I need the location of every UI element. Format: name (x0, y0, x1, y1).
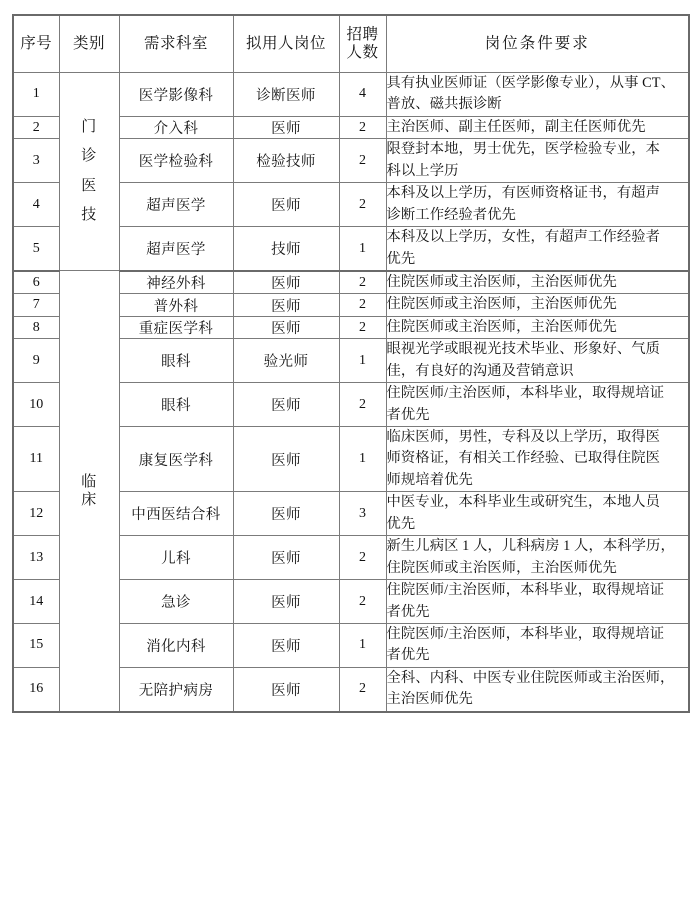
cell-requirements (386, 427, 689, 492)
requirement-line: 住院医师/主治医师，本科毕业，取得规培证 (386, 625, 665, 642)
category-label (60, 460, 119, 522)
column-header-department: 需求科室 (119, 15, 233, 73)
requirement-line: 住院医师/主治医师，本科毕业，取得规培证 (386, 385, 665, 402)
requirement-line: 师资格证，有相关工作经验、已取得住院医 (386, 450, 661, 467)
cell-no: 16 (13, 667, 59, 711)
category-char: 门 (81, 119, 97, 136)
cell-count: 1 (339, 427, 386, 492)
requirement-line: 者优先 (386, 406, 430, 423)
column-header-headcount: 招聘人数 (339, 15, 386, 73)
cell-no: 7 (13, 294, 59, 316)
cell-requirements (386, 294, 689, 316)
cell-post: 医师 (233, 580, 339, 624)
cell-category (59, 271, 119, 712)
table-row (13, 271, 689, 294)
cell-requirements (386, 183, 689, 227)
cell-dept: 无陪护病房 (119, 667, 233, 711)
cell-no: 15 (13, 623, 59, 667)
cell-count: 2 (339, 139, 386, 183)
requirement-line: 住院医师或主治医师，主治医师优先 (386, 559, 617, 576)
column-header-no: 序号 (13, 15, 59, 73)
requirement-line: 新生儿病区 1 人，儿科病房 1 人，本科学历， (386, 538, 675, 555)
column-header-position: 拟用人岗位 (233, 15, 339, 73)
cell-dept: 消化内科 (119, 623, 233, 667)
requirement-line: 者优先 (386, 647, 430, 664)
cell-requirements (386, 580, 689, 624)
cell-requirements (386, 227, 689, 271)
requirement-line: 主治医师、副主任医师，副主任医师优先 (386, 118, 646, 135)
cell-post: 医师 (233, 316, 339, 338)
cell-count: 2 (339, 116, 386, 138)
cell-post: 医师 (233, 116, 339, 138)
cell-post: 诊断医师 (233, 73, 339, 117)
cell-count: 1 (339, 623, 386, 667)
cell-post: 医师 (233, 383, 339, 427)
column-header-requirements: 岗位条件要求 (386, 15, 689, 73)
requirement-line: 眼视光学或眼视光技术毕业、形象好、气质 (386, 341, 661, 358)
category-char: 临 (81, 474, 97, 491)
cell-post: 医师 (233, 536, 339, 580)
cell-requirements (386, 116, 689, 138)
cell-requirements (386, 73, 689, 117)
cell-count: 2 (339, 580, 386, 624)
cell-requirements (386, 139, 689, 183)
cell-dept: 介入科 (119, 116, 233, 138)
cell-no: 11 (13, 427, 59, 492)
requirement-line: 诊断工作经验者优先 (386, 206, 517, 223)
category-char: 医 (81, 177, 97, 194)
cell-no: 10 (13, 383, 59, 427)
requirement-line: 本科及以上学历，有医师资格证书，有超声 (386, 185, 661, 202)
cell-post: 医师 (233, 492, 339, 536)
requirement-line: 主治医师优先 (386, 691, 473, 708)
cell-requirements (386, 623, 689, 667)
requirement-line: 普放、磁共振诊断 (386, 96, 502, 113)
cell-no: 9 (13, 339, 59, 383)
cell-dept: 康复医学科 (119, 427, 233, 492)
requirement-line: 本科及以上学历，女性，有超声工作经验者 (386, 229, 661, 246)
cell-no: 3 (13, 139, 59, 183)
cell-requirements (386, 667, 689, 711)
cell-post: 验光师 (233, 339, 339, 383)
cell-post: 医师 (233, 294, 339, 316)
cell-count: 2 (339, 271, 386, 294)
requirement-line: 中医专业，本科毕业生或研究生，本地人员 (386, 494, 661, 511)
cell-count: 2 (339, 183, 386, 227)
recruitment-table (12, 14, 690, 713)
cell-post: 医师 (233, 667, 339, 711)
table-row (13, 73, 689, 117)
cell-count: 2 (339, 316, 386, 338)
cell-post: 医师 (233, 183, 339, 227)
cell-dept: 眼科 (119, 339, 233, 383)
requirement-line: 住院医师或主治医师，主治医师优先 (386, 296, 617, 313)
cell-dept: 重症医学科 (119, 316, 233, 338)
cell-dept: 眼科 (119, 383, 233, 427)
requirement-line: 限登封本地，男士优先，医学检验专业，本 (386, 141, 661, 158)
cell-post: 检验技师 (233, 139, 339, 183)
cell-post: 技师 (233, 227, 339, 271)
header-row (13, 15, 689, 73)
cell-requirements (386, 383, 689, 427)
cell-requirements (386, 492, 689, 536)
cell-count: 2 (339, 667, 386, 711)
cell-no: 1 (13, 73, 59, 117)
category-char: 技 (81, 206, 97, 223)
cell-dept: 超声医学 (119, 183, 233, 227)
cell-count: 2 (339, 536, 386, 580)
cell-dept: 儿科 (119, 536, 233, 580)
cell-count: 1 (339, 339, 386, 383)
requirement-line: 者优先 (386, 603, 430, 620)
cell-dept: 神经外科 (119, 271, 233, 294)
cell-no: 13 (13, 536, 59, 580)
table-header (13, 15, 689, 73)
cell-post: 医师 (233, 623, 339, 667)
requirement-line: 佳，有良好的沟通及营销意识 (386, 362, 574, 379)
table-body (13, 73, 689, 712)
cell-no: 4 (13, 183, 59, 227)
requirement-line: 优先 (386, 515, 416, 532)
cell-count: 4 (339, 73, 386, 117)
cell-dept: 医学影像科 (119, 73, 233, 117)
requirement-line: 师规培着优先 (386, 471, 473, 488)
requirement-line: 优先 (386, 250, 416, 267)
cell-dept: 中西医结合科 (119, 492, 233, 536)
requirement-line: 临床医师，男性，专科及以上学历，取得医 (386, 429, 661, 445)
cell-count: 3 (339, 492, 386, 536)
category-char: 诊 (81, 148, 97, 165)
requirement-line: 住院医师或主治医师，主治医师优先 (386, 273, 617, 290)
requirement-line: 科以上学历 (386, 162, 459, 179)
requirement-line: 全科、内科、中医专业住院医师或主治医师， (386, 669, 675, 686)
cell-count: 2 (339, 294, 386, 316)
requirement-line: 具有执业医师证（医学影像专业），从事 CT、 (386, 75, 676, 91)
cell-dept: 普外科 (119, 294, 233, 316)
cell-requirements (386, 271, 689, 294)
cell-category (59, 73, 119, 271)
cell-dept: 超声医学 (119, 227, 233, 271)
cell-count: 1 (339, 227, 386, 271)
cell-dept: 医学检验科 (119, 139, 233, 183)
cell-requirements (386, 339, 689, 383)
cell-no: 8 (13, 316, 59, 338)
cell-post: 医师 (233, 427, 339, 492)
cell-no: 2 (13, 116, 59, 138)
cell-dept: 急诊 (119, 580, 233, 624)
cell-post: 医师 (233, 271, 339, 294)
cell-count: 2 (339, 383, 386, 427)
category-label (60, 113, 119, 230)
category-char: 床 (81, 492, 97, 509)
cell-requirements (386, 536, 689, 580)
requirement-line: 住院医师或主治医师，主治医师优先 (386, 318, 617, 335)
cell-no: 6 (13, 271, 59, 294)
requirement-line: 住院医师/主治医师，本科毕业，取得规培证 (386, 582, 665, 599)
cell-no: 5 (13, 227, 59, 271)
cell-no: 14 (13, 580, 59, 624)
cell-no: 12 (13, 492, 59, 536)
cell-requirements (386, 316, 689, 338)
column-header-category: 类别 (59, 15, 119, 73)
